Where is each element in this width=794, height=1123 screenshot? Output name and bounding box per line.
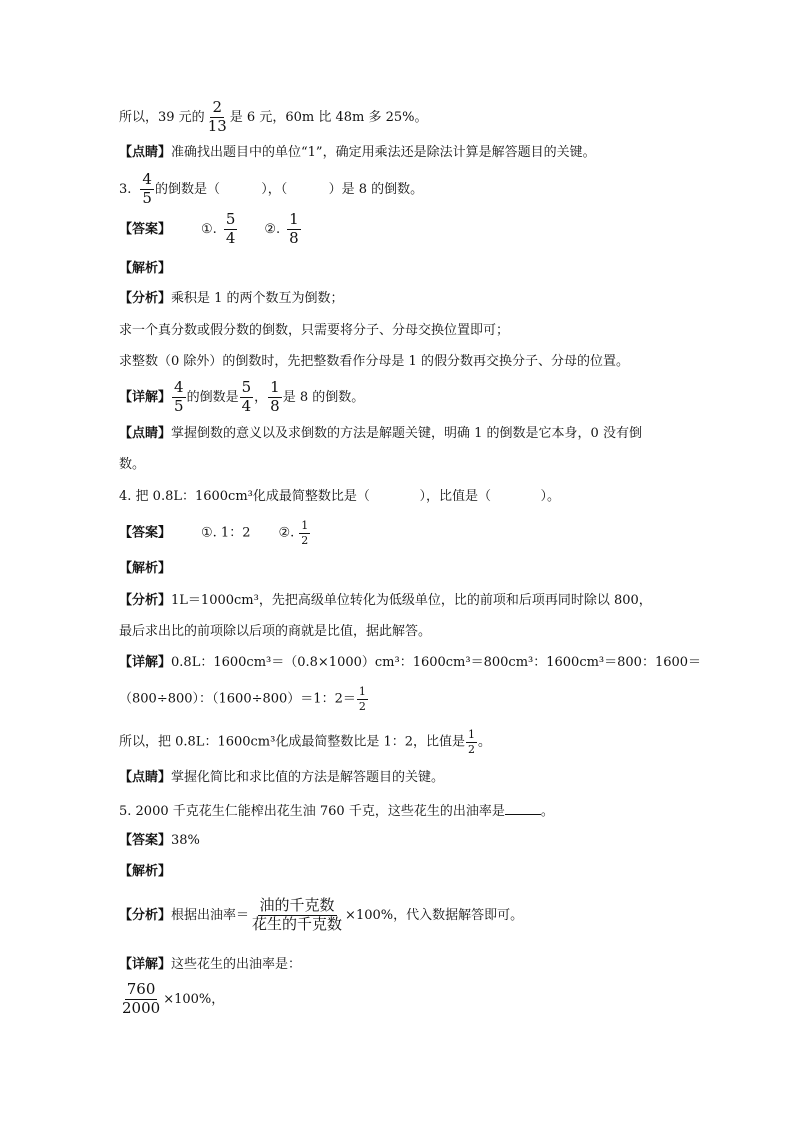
dianjing-3-line2: 数。 bbox=[119, 457, 146, 472]
answer-index: ②. bbox=[278, 525, 295, 541]
text: 乘积是 1 的两个数互为倒数； bbox=[171, 291, 344, 306]
answer-index: ①. bbox=[201, 221, 217, 237]
text: 的倒数是 bbox=[186, 389, 239, 405]
numerator: 油的千克数 bbox=[259, 896, 335, 914]
fraction bbox=[172, 380, 186, 415]
denominator: 4 bbox=[241, 396, 252, 415]
fenxi-4 bbox=[119, 594, 652, 607]
text: ×100%，代入数据解答即可。 bbox=[345, 907, 524, 923]
denominator: 4 bbox=[225, 228, 236, 247]
tag-xiangjie: 【详解】 bbox=[119, 957, 172, 972]
text: 0.8L：1600cm³＝（0.8×1000）cm³：1600cm³＝800cm³：1600cm³＝800：1600＝ bbox=[171, 655, 702, 670]
dianjing-3 bbox=[119, 427, 642, 440]
suoyi-4 bbox=[119, 729, 491, 755]
numerator: 2 bbox=[212, 98, 222, 116]
calc-5 bbox=[119, 982, 224, 1017]
denominator: 5 bbox=[174, 396, 184, 415]
text: 的倒数是（ ），（ ）是 8 的倒数。 bbox=[154, 181, 424, 197]
jiexi-4: 【解析】 bbox=[119, 561, 172, 576]
question-number: 3. bbox=[119, 181, 132, 197]
numerator: 5 bbox=[241, 378, 252, 396]
numerator: 4 bbox=[142, 170, 152, 188]
fenxi-3-line2: 求一个真分数或假分数的倒数，只需要将分子、分母交换位置即可； bbox=[119, 323, 510, 338]
denominator: 2 bbox=[301, 533, 309, 547]
text: 掌握化简比和求比值的方法是解答题目的关键。 bbox=[171, 770, 445, 785]
numerator: 1 bbox=[289, 210, 299, 228]
tag-fenxi: 【分析】 bbox=[119, 593, 172, 608]
text: ×100%， bbox=[163, 991, 225, 1007]
text: 掌握倒数的意义以及求倒数的方法是解题关键，明确 1 的倒数是它本身，0 没有倒 bbox=[171, 426, 642, 441]
fenxi-3-line3: 求整数（0 除外）的倒数时，先把整数看作分母是 1 的假分数再交换分子、分母的位置。 bbox=[119, 354, 629, 369]
text: 是 8 的倒数。 bbox=[282, 389, 365, 405]
fraction bbox=[250, 898, 344, 933]
tag-answer: 【答案】 bbox=[119, 221, 172, 237]
text: 所以，把 0.8L：1600cm³化成最简整数比是 1：2，比值是 bbox=[119, 734, 466, 750]
fraction bbox=[120, 982, 162, 1017]
text: ， bbox=[254, 389, 268, 405]
answer-3 bbox=[119, 212, 302, 247]
answer-index: ②. bbox=[264, 221, 281, 237]
jiexi-5: 【解析】 bbox=[119, 864, 172, 879]
text: 。 bbox=[540, 804, 554, 819]
fraction bbox=[466, 729, 477, 755]
fenxi-4-line2: 最后求出比的前项除以后项的商就是比值，据此解答。 bbox=[119, 624, 432, 639]
text: 准确找出题目中的单位“1”，确定用乘法还是除法计算是解答题目的关键。 bbox=[171, 145, 596, 160]
fraction bbox=[140, 172, 154, 207]
fraction bbox=[206, 100, 229, 135]
answer-5 bbox=[119, 834, 200, 847]
fraction bbox=[287, 212, 301, 247]
denominator: 2 bbox=[358, 699, 366, 713]
fraction bbox=[357, 686, 368, 712]
answer-blank bbox=[505, 804, 541, 815]
fenxi-5 bbox=[119, 898, 523, 933]
text: 5. 2000 千克花生仁能榨出花生油 760 千克，这些花生的出油率是 bbox=[119, 804, 505, 819]
tag-answer: 【答案】 bbox=[119, 525, 172, 541]
text: 所以，39 元的 bbox=[119, 109, 205, 125]
tag-answer: 【答案】 bbox=[119, 833, 172, 848]
tag-xiangjie: 【详解】 bbox=[119, 655, 172, 670]
text: 是 6 元，60m 比 48m 多 25%。 bbox=[229, 109, 428, 125]
question-5 bbox=[119, 804, 554, 818]
denominator: 13 bbox=[207, 116, 227, 135]
tag-dianjing: 【点睛】 bbox=[119, 145, 172, 160]
tag-dianjing: 【点睛】 bbox=[119, 426, 172, 441]
tag-fenxi: 【分析】 bbox=[119, 907, 172, 923]
line-result-1 bbox=[119, 100, 427, 135]
answer-4 bbox=[119, 520, 311, 546]
xiangjie-4-line2 bbox=[119, 686, 369, 712]
jiexi-3: 【解析】 bbox=[119, 261, 172, 276]
numerator: 1 bbox=[301, 519, 309, 532]
numerator: 760 bbox=[126, 980, 156, 998]
text: 根据出油率＝ bbox=[171, 907, 250, 923]
tag-fenxi: 【分析】 bbox=[119, 291, 172, 306]
text: 。 bbox=[478, 734, 492, 750]
numerator: 1 bbox=[468, 728, 476, 741]
question-4: 4. 把 0.8L：1600cm³化成最简整数比是（ ），比值是（ ）。 bbox=[119, 489, 561, 504]
fraction bbox=[299, 520, 310, 546]
tag-dianjing: 【点睛】 bbox=[119, 770, 172, 785]
fraction bbox=[268, 380, 282, 415]
question-3 bbox=[119, 172, 423, 207]
numerator: 5 bbox=[225, 210, 236, 228]
numerator: 1 bbox=[270, 378, 280, 396]
denominator: 8 bbox=[270, 396, 280, 415]
xiangjie-4 bbox=[119, 656, 701, 669]
numerator: 1 bbox=[358, 685, 366, 698]
denominator: 2 bbox=[468, 742, 476, 756]
denominator: 花生的千克数 bbox=[252, 914, 343, 933]
dianjing-4 bbox=[119, 771, 444, 784]
dianjing-1 bbox=[119, 146, 596, 159]
text: 这些花生的出油率是： bbox=[171, 957, 302, 972]
denominator: 5 bbox=[142, 188, 152, 207]
fenxi-3 bbox=[119, 292, 344, 305]
fraction bbox=[240, 380, 254, 415]
fraction bbox=[224, 212, 238, 247]
answer-value: 38% bbox=[171, 833, 200, 848]
answer-1: ①. 1：2 bbox=[201, 525, 251, 541]
text: （800÷800）：（1600÷800）＝1：2＝ bbox=[119, 691, 356, 707]
text: 1L＝1000cm³，先把高级单位转化为低级单位，比的前项和后项再同时除以 800， bbox=[171, 593, 652, 608]
tag-xiangjie: 【详解】 bbox=[119, 389, 172, 405]
xiangjie-5 bbox=[119, 958, 301, 971]
numerator: 4 bbox=[174, 378, 184, 396]
denominator: 8 bbox=[289, 228, 299, 247]
xiangjie-3 bbox=[119, 380, 364, 415]
denominator: 2000 bbox=[122, 998, 161, 1017]
